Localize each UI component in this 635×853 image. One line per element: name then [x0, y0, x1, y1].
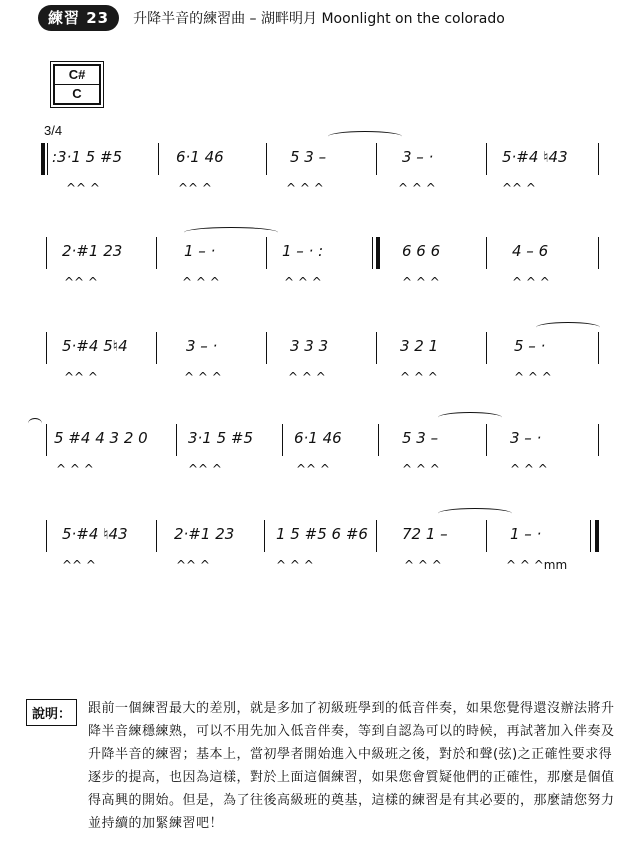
tie-arc: [438, 412, 502, 423]
bar-strum: ^ ^ ^: [286, 181, 324, 195]
bar-notes: 5 #4 4 3 2 0: [54, 429, 148, 447]
bar-strum: ^^ ^: [188, 462, 222, 476]
bar-notes: 6·1 46: [294, 429, 342, 447]
bar-strum: ^ ^ ^: [402, 462, 440, 476]
bar-notes: 5 – ·: [514, 337, 546, 355]
barline: [266, 237, 267, 269]
barline: [598, 143, 599, 175]
lesson-badge: 練習 23: [38, 5, 119, 31]
barline: [46, 332, 47, 364]
tie-arc: [28, 418, 42, 429]
barline: [598, 424, 599, 456]
explanation-text: 跟前一個練習最大的差別，就是多加了初級班學到的低音伴奏，如果您覺得還沒辦法將升降半音練穩練熟，可以不用先加入低音伴奏，等到自認為可以的時候，再試著加入伴奏及升降半音的練習；基本上，當初學者開始進入中級班之後，對於和聲(弦)之正確性要求得逐步的提高，也因為這樣，對於上面這個練習，如果您會質疑他們的正確性，那麼是個值得高興的開始。但是，為了往後高級班的奠基，這樣的練習是有其必要的，那麼請您努力並持續的加緊練習吧！: [88, 701, 615, 831]
bar-notes: 6 6 6: [402, 242, 441, 260]
bar-notes: 3 – ·: [510, 429, 542, 447]
bar-notes: 1 – ·: [510, 525, 542, 543]
bar-strum: ^^ ^: [62, 558, 96, 572]
barline: [158, 143, 159, 175]
barline: [46, 237, 47, 269]
barline: [156, 237, 157, 269]
barline: [486, 424, 487, 456]
barline: [176, 424, 177, 456]
bar-strum: ^^ ^: [296, 462, 330, 476]
barline: [264, 520, 265, 552]
bar-notes: 5 3 –: [290, 148, 327, 166]
bar-strum: ^ ^ ^: [284, 275, 322, 289]
bar-strum: ^ ^ ^: [276, 558, 314, 572]
barline: [282, 424, 283, 456]
bar-notes: 3 – ·: [402, 148, 434, 166]
end-repeat-barline: [376, 237, 380, 269]
key-signature-box: [53, 64, 101, 105]
bar-strum: ^ ^ ^: [404, 558, 442, 572]
tie-arc: [328, 131, 402, 142]
barline: [372, 237, 373, 269]
bar-notes: 1 – ·: [184, 242, 216, 260]
bar-strum: ^^ ^: [64, 370, 98, 384]
barline: [156, 520, 157, 552]
barline: [376, 332, 377, 364]
barline: [46, 520, 47, 552]
bar-strum: ^^ ^: [64, 275, 98, 289]
barline: [486, 332, 487, 364]
bar-strum: ^^ ^: [176, 558, 210, 572]
bar-notes: 5·#4 ♮43: [62, 525, 128, 543]
lesson-title: 升降半音的練習曲 – 湖畔明月 Moonlight on the colorado: [133, 11, 505, 27]
staff-row-5: [28, 520, 608, 580]
barline: [486, 237, 487, 269]
time-signature: 3/4: [44, 123, 63, 138]
bar-notes: 5 3 –: [402, 429, 439, 447]
key-top: C#: [55, 66, 99, 85]
bar-strum: ^ ^ ^ⅿⅿ: [506, 558, 568, 572]
barline: [376, 520, 377, 552]
barline: [46, 424, 47, 456]
lesson-header: [38, 4, 505, 32]
staff-row-1: [28, 143, 608, 203]
final-barline: [595, 520, 599, 552]
bar-notes: 72 1 –: [402, 525, 448, 543]
barline: [486, 520, 487, 552]
bar-notes: 2·#1 23: [174, 525, 235, 543]
start-repeat-barline: [41, 143, 45, 175]
tie-arc: [438, 508, 512, 519]
barline: [598, 332, 599, 364]
bar-notes: 5·#4 ♮43: [502, 148, 568, 166]
bar-strum: ^ ^ ^: [512, 275, 550, 289]
explanation-label: 說明：: [26, 699, 77, 726]
barline: [598, 237, 599, 269]
staff-row-4: [28, 424, 608, 484]
bar-notes: 3 – ·: [186, 337, 218, 355]
tie-arc: [536, 322, 600, 333]
bar-strum: ^ ^ ^: [288, 370, 326, 384]
bar-notes: 4 – 6: [512, 242, 549, 260]
bar-notes: 6·1 46: [176, 148, 224, 166]
bar-strum: ^ ^ ^: [182, 275, 220, 289]
barline: [47, 143, 48, 175]
staff-row-3: [28, 332, 608, 392]
barline: [266, 143, 267, 175]
bar-strum: ^^ ^: [66, 181, 100, 195]
key-bottom: C: [72, 86, 82, 101]
barline: [378, 424, 379, 456]
bar-strum: ^ ^ ^: [514, 370, 552, 384]
bar-strum: ^ ^ ^: [398, 181, 436, 195]
bar-strum: ^ ^ ^: [402, 275, 440, 289]
bar-notes: 5·#4 5♮4: [62, 337, 128, 355]
bar-notes: 2·#1 23: [62, 242, 123, 260]
bar-strum: ^ ^ ^: [400, 370, 438, 384]
barline: [266, 332, 267, 364]
tie-arc: [184, 227, 278, 238]
bar-strum: ^ ^ ^: [510, 462, 548, 476]
bar-notes: 3 2 1: [400, 337, 439, 355]
bar-notes: 3·1 5 #5: [188, 429, 254, 447]
barline: [156, 332, 157, 364]
bar-strum: ^ ^ ^: [184, 370, 222, 384]
barline: [376, 143, 377, 175]
bar-strum: ^^ ^: [178, 181, 212, 195]
bar-strum: ^^ ^: [502, 181, 536, 195]
bar-notes: :3·1 5 #5: [52, 148, 123, 166]
bar-strum: ^ ^ ^: [56, 462, 94, 476]
bar-notes: 1 – · :: [282, 242, 324, 260]
bar-notes: 1 5 #5 6 #6: [276, 525, 368, 543]
barline: [486, 143, 487, 175]
staff-row-2: [28, 237, 608, 297]
barline: [590, 520, 591, 552]
bar-notes: 3 3 3: [290, 337, 329, 355]
